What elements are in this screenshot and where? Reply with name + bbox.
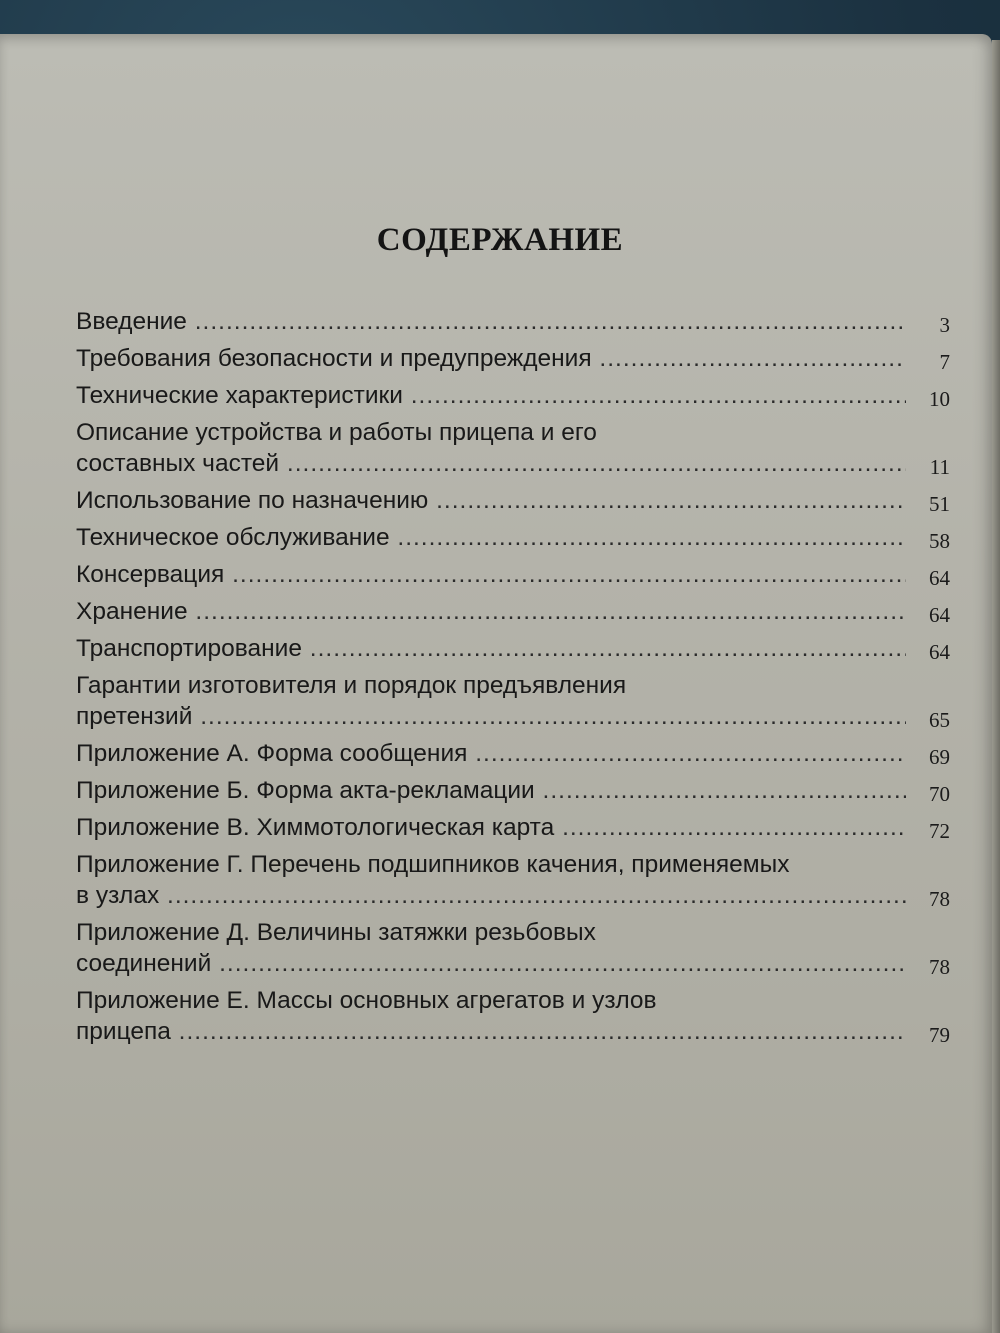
toc-entry-page: 7 bbox=[939, 350, 950, 374]
toc-entry-title: Технические характеристики ..... bbox=[76, 380, 906, 411]
toc-entry-title bbox=[76, 985, 906, 1047]
toc-entry-page: 64 bbox=[929, 603, 950, 627]
toc-entry-page: 72 bbox=[929, 819, 950, 843]
toc-entry-page: 65 bbox=[929, 708, 950, 732]
toc-entry-page: 78 bbox=[929, 887, 950, 911]
toc-entry-page: 70 bbox=[929, 782, 950, 806]
toc-entry-title: Требования безопасности и предупреждения ..... bbox=[76, 343, 906, 374]
toc-entry-title-line2: прицепа ..... bbox=[76, 1016, 906, 1047]
toc-entry-page: 3 bbox=[939, 313, 950, 337]
toc-entry-appendix-b bbox=[76, 775, 958, 806]
toc-entry-title bbox=[76, 670, 906, 732]
toc-entry-appendix-e bbox=[76, 985, 958, 1047]
toc-entry-appendix-d bbox=[76, 917, 958, 979]
toc-entry-conservation bbox=[76, 559, 958, 590]
toc-entry-title-line1: Гарантии изготовителя и порядок предъявления bbox=[76, 672, 627, 699]
toc-entry-usage bbox=[76, 485, 958, 516]
toc-entry-title-line1: Описание устройства и работы прицепа и его bbox=[76, 419, 597, 446]
toc-entry-page: 79 bbox=[929, 1023, 950, 1047]
toc-entry-page: 78 bbox=[929, 955, 950, 979]
toc-entry-transportation bbox=[76, 633, 958, 664]
toc-entry-page: 64 bbox=[929, 640, 950, 664]
toc-entry-appendix-g bbox=[76, 849, 958, 911]
toc-entry-title: Техническое обслуживание ..... bbox=[76, 522, 906, 553]
toc-entry-description bbox=[76, 417, 958, 479]
toc-entry-title-line2: претензий ..... bbox=[76, 701, 906, 732]
toc-entry-title-line2: в узлах ..... bbox=[76, 880, 906, 911]
toc-entry-title: Введение ..... bbox=[76, 306, 906, 337]
toc-entry-title bbox=[76, 917, 906, 979]
toc-entry-page: 64 bbox=[929, 566, 950, 590]
toc-entry-maintenance bbox=[76, 522, 958, 553]
toc-entry-title-line1: Приложение Г. Перечень подшипников качения, применяемых bbox=[76, 851, 790, 878]
toc-entry-page: 11 bbox=[929, 455, 950, 479]
toc-entry-storage bbox=[76, 596, 958, 627]
toc-entry-title bbox=[76, 849, 906, 911]
toc-entry-page: 51 bbox=[929, 492, 950, 516]
toc-entry-title: Консервация ..... bbox=[76, 559, 906, 590]
toc-entry-title: Хранение ..... bbox=[76, 596, 906, 627]
toc-entry-title: Приложение Б. Форма акта-рекламации ..... bbox=[76, 775, 906, 806]
toc-entry-appendix-v bbox=[76, 812, 958, 843]
toc-entry-page: 69 bbox=[929, 745, 950, 769]
toc-entry-title-line1: Приложение Е. Массы основных агрегатов и узлов bbox=[76, 987, 657, 1014]
toc-entry-title-line1: Приложение Д. Величины затяжки резьбовых bbox=[76, 919, 596, 946]
toc-entry-introduction bbox=[76, 306, 958, 337]
toc-entry-warranty bbox=[76, 670, 958, 732]
page-title: СОДЕРЖАНИЕ bbox=[376, 222, 624, 258]
toc-entry-title-line2: составных частей ..... bbox=[76, 448, 906, 479]
toc-entry-title: Использование по назначению ..... bbox=[76, 485, 906, 516]
toc-entry-title bbox=[76, 417, 906, 479]
toc-entry-title: Приложение А. Форма сообщения ..... bbox=[76, 738, 906, 769]
table-of-contents bbox=[76, 306, 958, 1053]
toc-entry-safety bbox=[76, 343, 958, 374]
toc-entry-title-line2: соединений ..... bbox=[76, 948, 906, 979]
toc-entry-title: Транспортирование ..... bbox=[76, 633, 906, 664]
toc-entry-page: 58 bbox=[929, 529, 950, 553]
toc-entry-specifications bbox=[76, 380, 958, 411]
toc-entry-page: 10 bbox=[929, 387, 950, 411]
toc-entry-title: Приложение В. Химмотологическая карта ..... bbox=[76, 812, 906, 843]
toc-entry-appendix-a bbox=[76, 738, 958, 769]
